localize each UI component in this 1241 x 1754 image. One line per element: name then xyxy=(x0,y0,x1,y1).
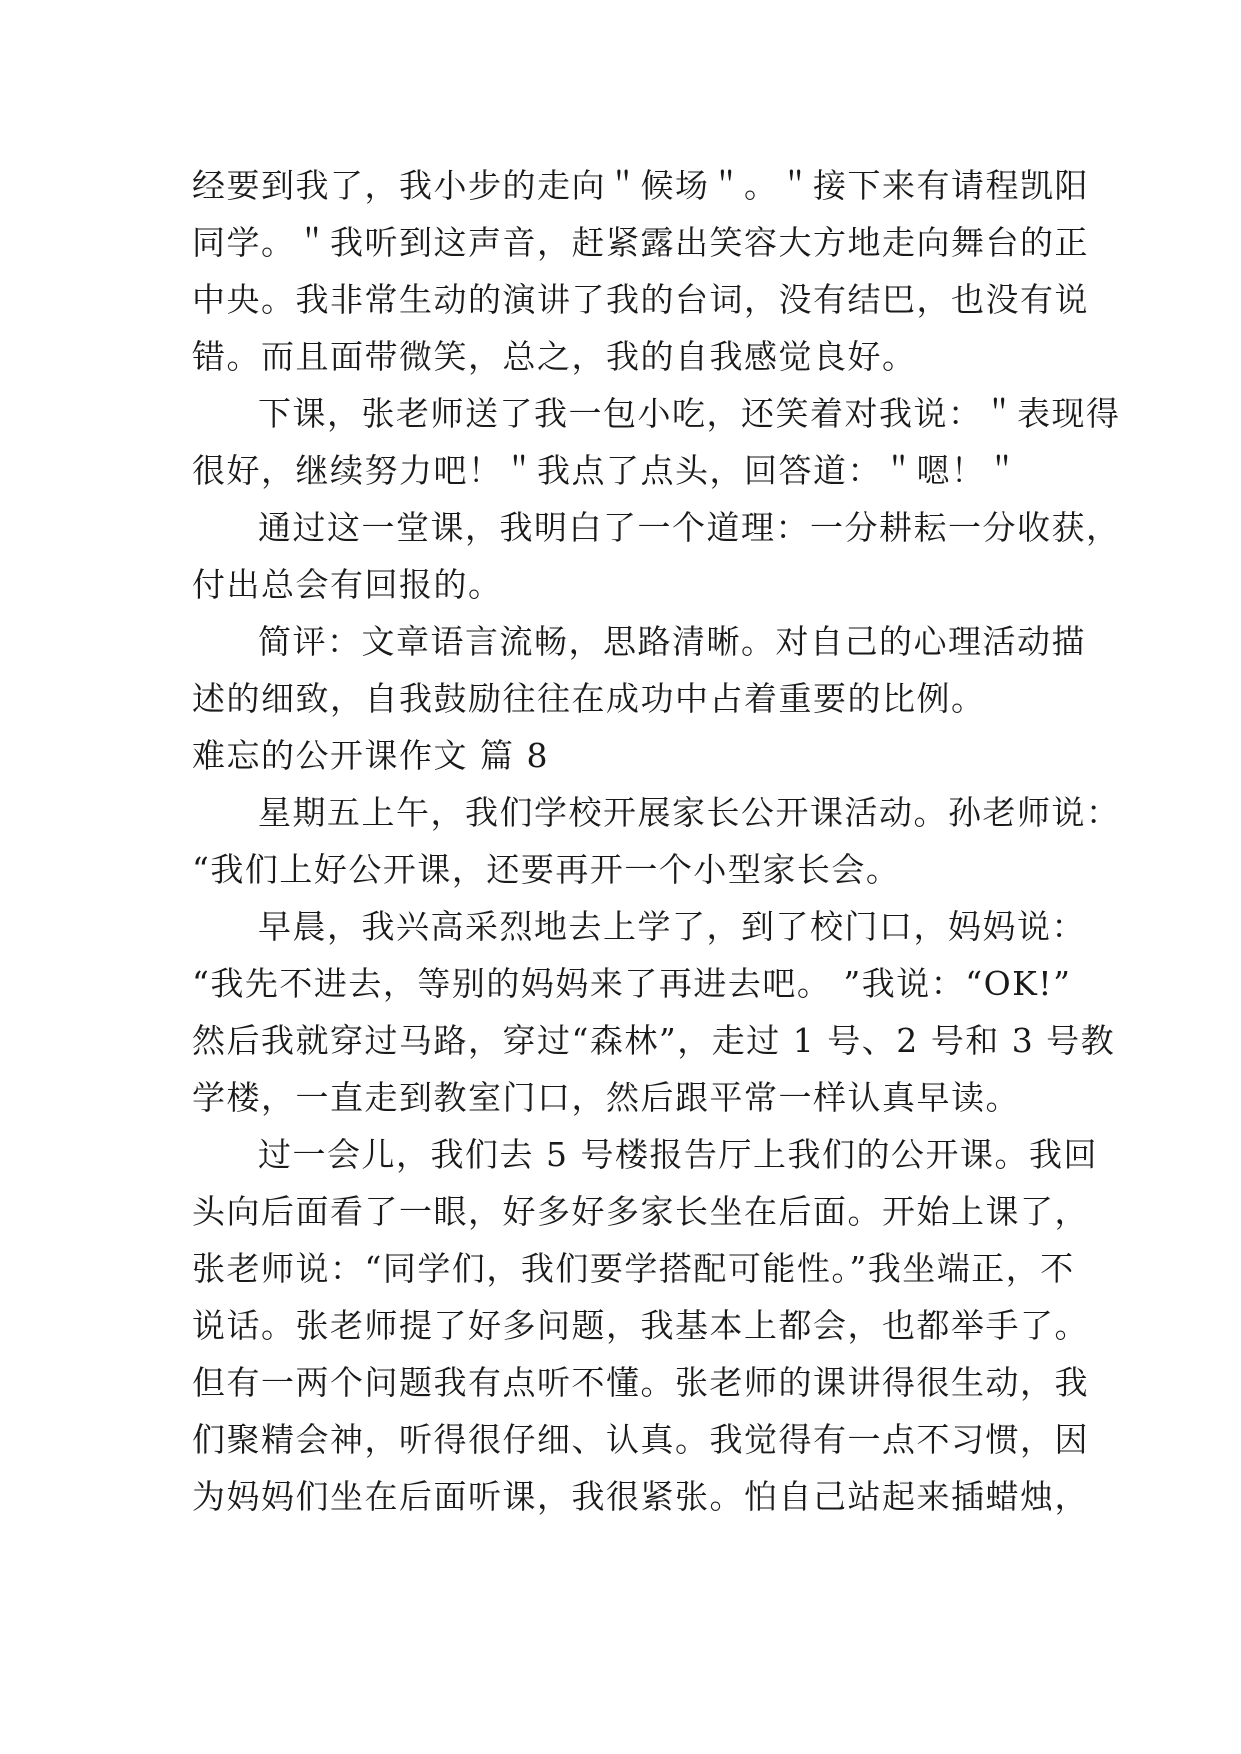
paragraph-line: “我们上好公开课，还要再开一个小型家长会。 xyxy=(192,850,901,889)
paragraph-line: 头向后面看了一眼，好多好多家长坐在后面。开始上课了， xyxy=(192,1192,1089,1231)
paragraph-line: 张老师说：“同学们，我们要学搭配可能性。”我坐端正，不 xyxy=(192,1249,1075,1288)
paragraph-line: 很好，继续努力吧！＂我点了点头，回答道：＂嗯！＂ xyxy=(192,451,1020,490)
paragraph-line: 星期五上午，我们学校开展家长公开课活动。孙老师说： xyxy=(258,793,1121,832)
paragraph-line: 通过这一堂课，我明白了一个道理：一分耕耘一分收获， xyxy=(258,508,1121,547)
paragraph-line: 但有一两个问题我有点听不懂。张老师的课讲得很生动，我 xyxy=(192,1363,1089,1402)
paragraph-line: 述的细致，自我鼓励往往在成功中占着重要的比例。 xyxy=(192,679,986,718)
paragraph-line: 下课，张老师送了我一包小吃，还笑着对我说：＂表现得 xyxy=(258,394,1121,433)
paragraph-line: 为妈妈们坐在后面听课，我很紧张。怕自己站起来插蜡烛， xyxy=(192,1477,1089,1516)
paragraph-line: 付出总会有回报的。 xyxy=(192,565,503,604)
section-heading: 难忘的公开课作文 篇 8 xyxy=(192,736,549,775)
paragraph-line: 学楼，一直走到教室门口，然后跟平常一样认真早读。 xyxy=(192,1078,1020,1117)
paragraph-line: 过一会儿，我们去 5 号楼报告厅上我们的公开课。我回 xyxy=(258,1135,1098,1174)
paragraph-line: 说话。张老师提了好多问题，我基本上都会，也都举手了。 xyxy=(192,1306,1089,1345)
paragraph-line: 然后我就穿过马路，穿过“森林”，走过 1 号、2 号和 3 号教 xyxy=(192,1021,1116,1060)
paragraph-line: 简评：文章语言流畅，思路清晰。对自己的心理活动描 xyxy=(258,622,1086,661)
paragraph-line: 们聚精会神，听得很仔细、认真。我觉得有一点不习惯，因 xyxy=(192,1420,1089,1459)
paragraph-line: 经要到我了，我小步的走向＂候场＂。＂接下来有请程凯阳 xyxy=(192,166,1089,205)
paragraph-line: 同学。＂我听到这声音，赶紧露出笑容大方地走向舞台的正 xyxy=(192,223,1089,262)
paragraph-line: 中央。我非常生动的演讲了我的台词，没有结巴，也没有说 xyxy=(192,280,1089,319)
paragraph-line: 早晨，我兴高采烈地去上学了，到了校门口，妈妈说： xyxy=(258,907,1086,946)
paragraph-line: 错。而且面带微笑，总之，我的自我感觉良好。 xyxy=(192,337,917,376)
paragraph-line: “我先不进去，等别的妈妈来了再进去吧。 ”我说：“OK!” xyxy=(192,964,1072,1003)
